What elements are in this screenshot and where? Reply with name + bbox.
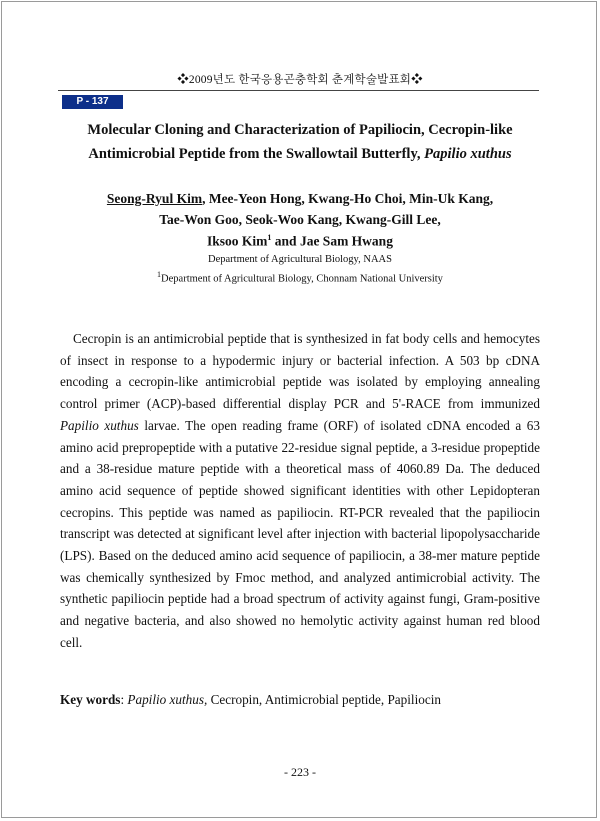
author-iksoo-kim: Iksoo Kim xyxy=(207,233,268,249)
affiliation-2-text: Department of Agricultural Biology, Chonnam National University xyxy=(161,273,443,285)
author-affiliation-mark: 1 xyxy=(267,233,272,242)
poster-id-badge: P - 137 xyxy=(62,95,123,109)
title-line-1: Molecular Cloning and Characterization of Papiliocin, Cecropin-like xyxy=(87,122,513,138)
affiliation-2-mark: 1 xyxy=(157,270,162,279)
first-author: Seong-Ryul Kim xyxy=(106,191,203,206)
keywords-label: Key words xyxy=(60,692,121,707)
keywords xyxy=(60,692,540,708)
title-line-2-text: Antimicrobial Peptide from the Swallowtail Butterfly, xyxy=(88,146,425,162)
keywords-rest: Cecropin, Antimicrobial peptide, Papiliocin xyxy=(207,692,441,707)
paper-title-line-2 xyxy=(30,146,570,163)
title-species-name: Papilio xuthus xyxy=(424,146,512,162)
abstract-part-2: larvae. The open reading frame (ORF) of isolated cDNA encoded a 63 amino acid prepropeptide with a putative 22-residue signal peptide, a 3-residue propeptide and a 38-residue mature peptide with a theoretical mass of 4060.89 Da. The deduced amino acid sequence of peptide showed significant identities with other Lepidopteran cecropins. This peptide was named as papiliocin. RT-PCR revealed that the papiliocin transcript was detected at significant level after injection with bacterial lipopolysaccharide (LPS). Based on the deduced amino acid sequence of papiliocin, a 38-mer mature peptide was chemically synthesized by Fmoc method, and analyzed antimicrobial activity. The synthetic papiliocin peptide had a broad spectrum of activity against fungi, Gram-positive and negative bacteria, and also showed no hemolytic activity against human red blood cell. xyxy=(60,417,540,650)
page-number: - 223 - xyxy=(284,765,316,779)
paper-title xyxy=(30,122,570,139)
keywords-separator: : xyxy=(120,692,128,707)
affiliation-2 xyxy=(30,270,570,285)
keywords-species: Papilio xuthus, xyxy=(127,692,208,707)
abstract-part-1: Cecropin is an antimicrobial peptide that is synthesized in fat body cells and hemocytes of insect in response to a hypodermic injury or bacterial infection. A 503 bp cDNA encoding a cecropin-like antimicrobial peptide was isolated by employing annealing control primer (ACP)-based differential display PCR and 5'-RACE from immunized xyxy=(60,331,540,412)
abstract-body xyxy=(60,328,540,654)
author-line-3-rest: and Jae Sam Hwang xyxy=(271,233,393,249)
author-line-1 xyxy=(30,191,570,207)
affiliation-1: Department of Agricultural Biology, NAAS xyxy=(208,254,392,265)
author-line-2: Tae-Won Goo, Seok-Woo Kang, Kwang-Gill Lee, xyxy=(159,212,441,227)
author-line-3 xyxy=(30,233,570,250)
conference-header: ❖2009년도 한국응용곤충학회 춘계학술발표회❖ xyxy=(177,74,423,86)
abstract-species-name: Papilio xuthus xyxy=(60,417,139,433)
header-divider xyxy=(58,90,539,91)
author-line-1-rest: , Mee-Yeon Hong, Kwang-Ho Choi, Min-Uk Kang, xyxy=(202,191,494,206)
